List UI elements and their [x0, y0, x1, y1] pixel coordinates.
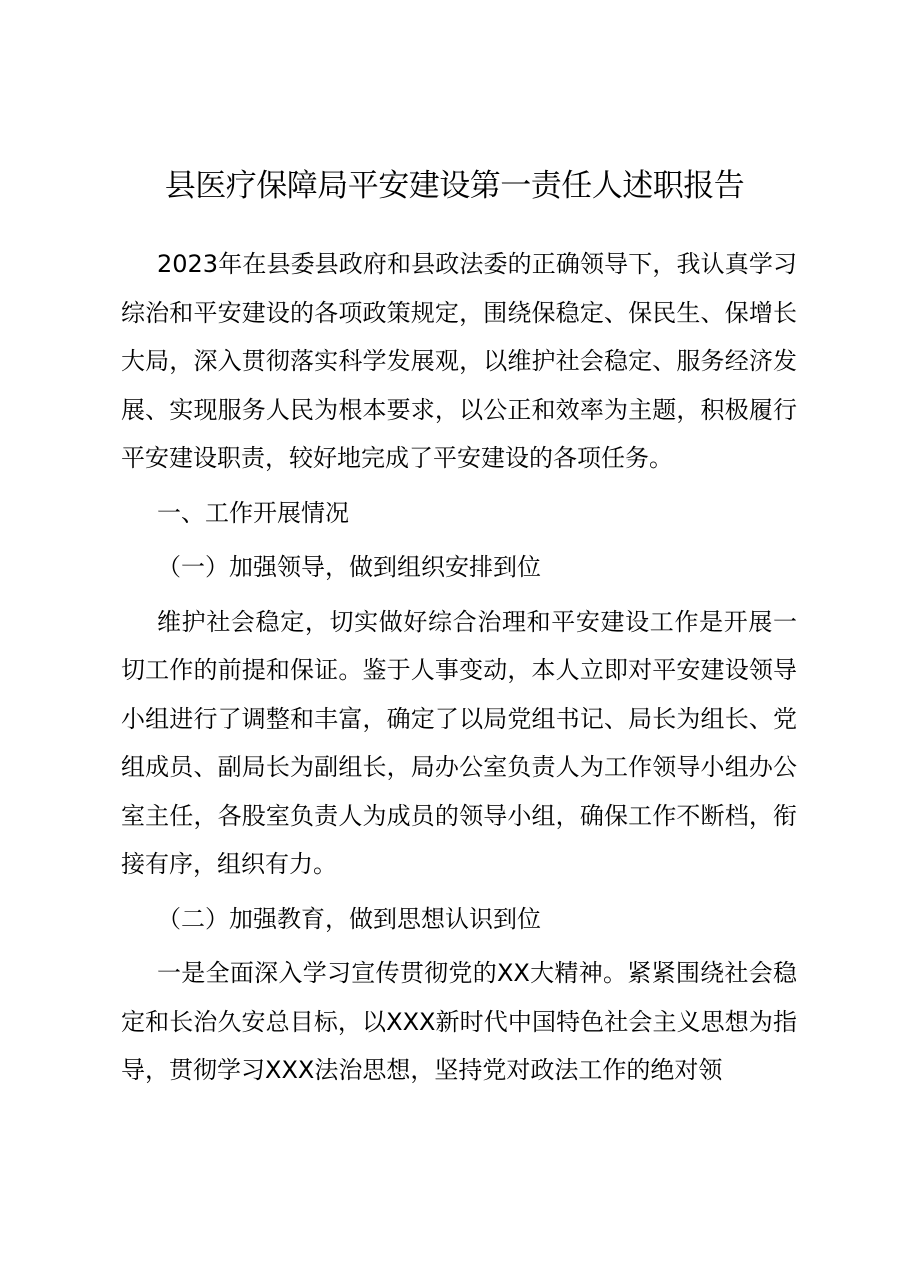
document-body — [121, 240, 797, 1095]
subsection-heading-education: （二）加强教育，做到思想认识到位 — [157, 904, 541, 933]
subsection-heading-leadership: （一）加强领导，做到组织安排到位 — [157, 553, 541, 581]
intro-paragraph: 2023年在县委县政府和县政法委的正确领导下，我认真学习综治和平安建设的各项政策规定，围绕保稳定、保民生、保增长大局，深入贯彻落实科学发展观，以维护社会稳定、服务经济发展、实现服务人民为根本要求，以公正和效率为主题，积极履行平安建设职责，较好地完成了平安建设的各项任务。 — [121, 250, 797, 472]
document-title: 县医疗保障局平安建设第一责任人述职报告 — [164, 168, 745, 204]
education-paragraph: 一是全面深入学习宣传贯彻党的XX大精神。紧紧围绕社会稳定和长治久安总目标，以XXX新时代中国特色社会主义思想为指导，贯彻学习XXX法治思想，坚持党对政法工作的绝对领 — [121, 959, 797, 1084]
leadership-paragraph: 维护社会稳定，切实做好综合治理和平安建设工作是开展一切工作的前提和保证。鉴于人事变动，本人立即对平安建设领导小组进行了调整和丰富，确定了以局党组书记、局长为组长、党组成员、副局长为副组长，局办公室负责人为工作领导小组办公室主任，各股室负责人为成员的领导小组，确保工作不断档，衔接有序，组织有力。 — [121, 607, 797, 878]
section-heading-work-status: 一、工作开展情况 — [157, 498, 349, 527]
